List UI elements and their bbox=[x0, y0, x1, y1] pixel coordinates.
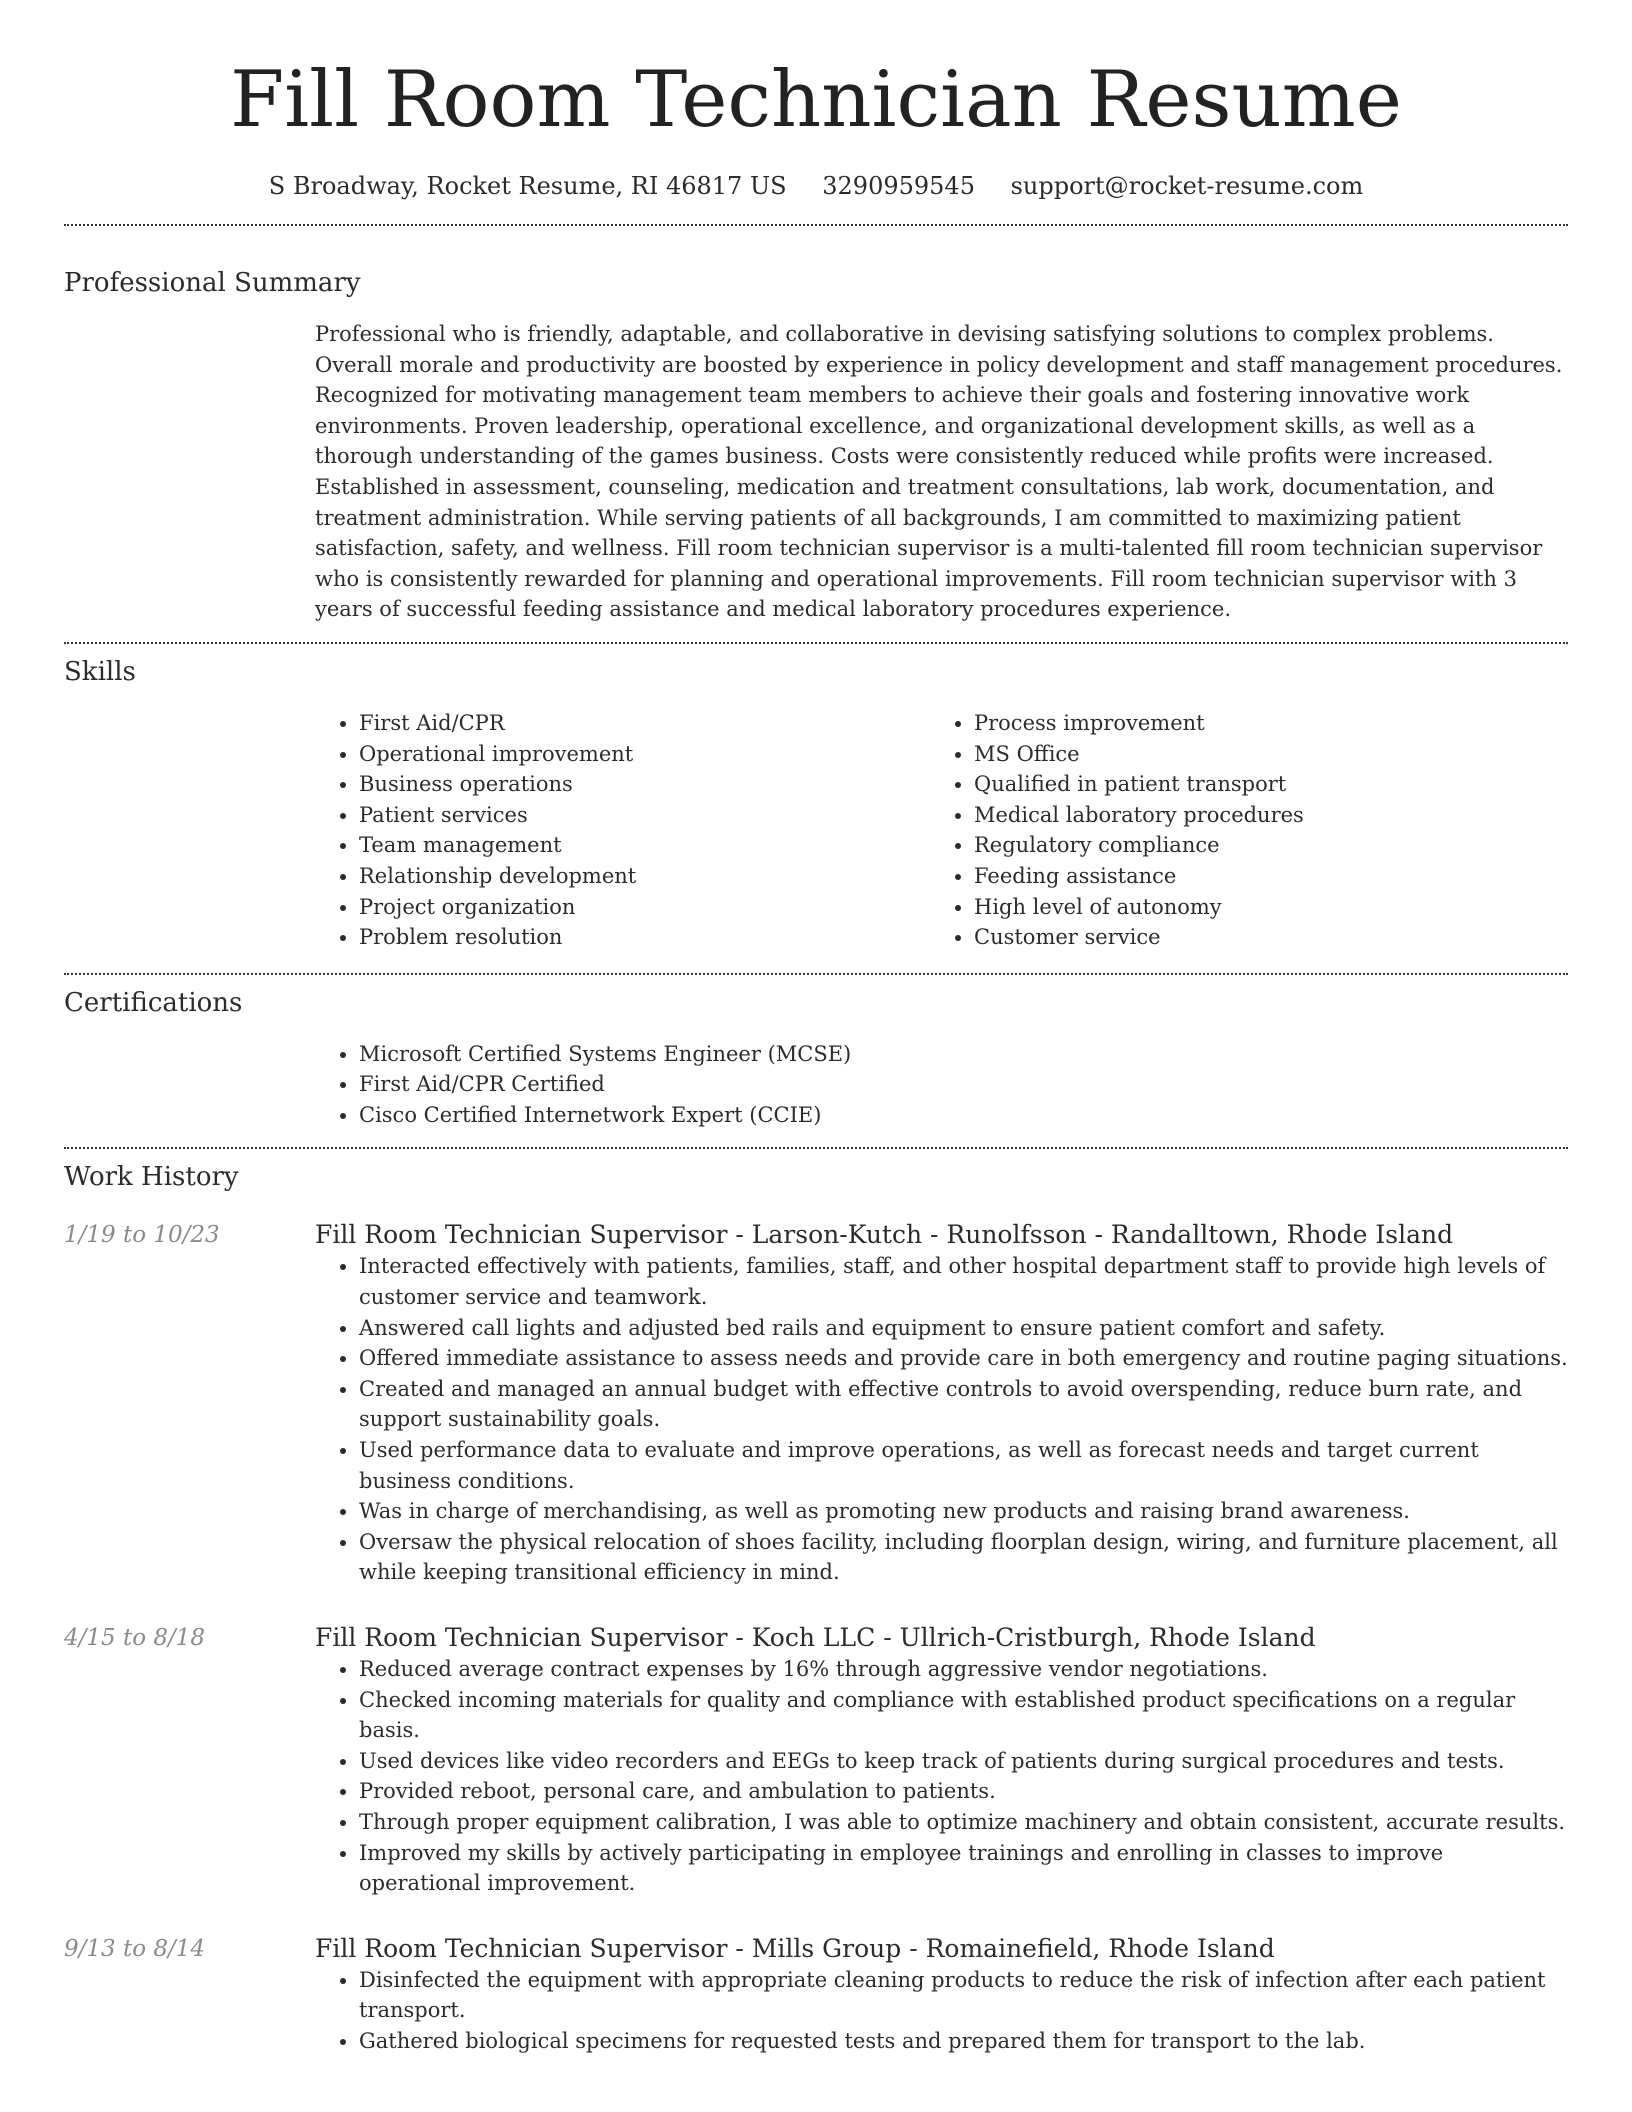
job-dates: 4/15 to 8/18 bbox=[64, 1625, 206, 1651]
job-bullet: • Created and managed an annual budget with effective controls to avoid overspending, reduce burn rate, and support sustainability goals. bbox=[359, 1374, 1568, 1435]
certifications-section bbox=[64, 987, 1568, 1131]
work-history-section bbox=[64, 1161, 1568, 2056]
job-title: Fill Room Technician Supervisor - Larson-Kutch - Runolfsson - Randalltown, Rhode Island bbox=[315, 1220, 1454, 1250]
skill-item: • Patient services bbox=[359, 800, 930, 831]
skill-item: • Relationship development bbox=[359, 861, 930, 892]
skill-item: • MS Office bbox=[974, 739, 1545, 770]
job-dates: 1/19 to 10/23 bbox=[64, 1222, 220, 1249]
skill-item: • Customer service bbox=[974, 922, 1545, 953]
skill-item: • Problem resolution bbox=[359, 922, 930, 953]
header-divider bbox=[64, 224, 1568, 226]
certification-item: • First Aid/CPR Certified bbox=[359, 1069, 1568, 1100]
job-bullet: • Improved my skills by actively participating in employee trainings and enrolling in classes to improve operational improvement. bbox=[359, 1838, 1568, 1899]
skill-item: • Process improvement bbox=[974, 708, 1545, 739]
job-entry bbox=[64, 1219, 1568, 1588]
contact-email: support@rocket-resume.com bbox=[1010, 172, 1364, 200]
job-bullet: • Reduced average contract expenses by 16% through aggressive vendor negotiations. bbox=[359, 1654, 1568, 1685]
job-bullet: • Was in charge of merchandising, as well as promoting new products and raising brand awareness. bbox=[359, 1496, 1568, 1527]
skill-item: • Team management bbox=[359, 830, 930, 861]
skill-item: • Project organization bbox=[359, 892, 930, 923]
skills-column-right bbox=[930, 708, 1545, 953]
skill-item: • Feeding assistance bbox=[974, 861, 1545, 892]
job-bullet: • Answered call lights and adjusted bed rails and equipment to ensure patient comfort and safety. bbox=[359, 1313, 1568, 1344]
contact-address: S Broadway, Rocket Resume, RI 46817 US bbox=[268, 172, 787, 200]
skills-heading: Skills bbox=[64, 656, 136, 687]
certifications-divider bbox=[64, 1147, 1568, 1149]
certifications-heading: Certifications bbox=[64, 987, 243, 1018]
summary-section bbox=[64, 267, 1568, 625]
skills-section bbox=[64, 656, 1568, 953]
resume-title: Fill Room Technician Resume bbox=[230, 55, 1402, 145]
job-bullet: • Used performance data to evaluate and improve operations, as well as forecast needs and target current business conditions. bbox=[359, 1435, 1568, 1496]
contact-line bbox=[64, 170, 1568, 202]
certification-item: • Cisco Certified Internetwork Expert (CCIE) bbox=[359, 1100, 1568, 1131]
resume-page bbox=[64, 0, 1568, 2057]
job-bullet: • Used devices like video recorders and EEGs to keep track of patients during surgical procedures and tests. bbox=[359, 1746, 1568, 1777]
skill-item: • Qualified in patient transport bbox=[974, 769, 1545, 800]
job-dates: 9/13 to 8/14 bbox=[64, 1935, 206, 1962]
skill-item: • Medical laboratory procedures bbox=[974, 800, 1545, 831]
job-bullet: • Interacted effectively with patients, families, staff, and other hospital department staff to provide high levels of customer service and teamwork. bbox=[359, 1251, 1568, 1312]
job-bullet: • Offered immediate assistance to assess needs and provide care in both emergency and routine paging situations. bbox=[359, 1343, 1568, 1374]
work-history-heading: Work History bbox=[64, 1162, 239, 1193]
job-bullet: • Provided reboot, personal care, and ambulation to patients. bbox=[359, 1776, 1568, 1807]
certification-item: • Microsoft Certified Systems Engineer (MCSE) bbox=[359, 1039, 1568, 1070]
summary-divider bbox=[64, 642, 1568, 644]
job-bullet: • Through proper equipment calibration, I was able to optimize machinery and obtain consistent, accurate results. bbox=[359, 1807, 1568, 1838]
job-entry bbox=[64, 1622, 1568, 1899]
job-entry bbox=[64, 1933, 1568, 2057]
job-title: Fill Room Technician Supervisor - Mills Group - Romainefield, Rhode Island bbox=[315, 1933, 1275, 1963]
contact-phone: 3290959545 bbox=[822, 172, 975, 200]
summary-heading: Professional Summary bbox=[64, 268, 361, 298]
skill-item: • Regulatory compliance bbox=[974, 830, 1545, 861]
job-bullet: • Gathered biological specimens for requested tests and prepared them for transport to the lab. bbox=[359, 2026, 1568, 2057]
skill-item: • Operational improvement bbox=[359, 739, 930, 770]
job-title: Fill Room Technician Supervisor - Koch LLC - Ullrich-Cristburgh, Rhode Island bbox=[315, 1623, 1316, 1652]
skills-column-left bbox=[315, 708, 930, 953]
summary-text: Professional who is friendly, adaptable, and collaborative in devising satisfying solutions to complex problems. Overall morale and productivity are boosted by experience in policy development and staff management procedures. Recognized for motivating management team members to achieve their goals and fostering innovative work environments. Proven leadership, operational excellence, and organizational development skills, as well as a thorough understanding of the games business. Costs were consistently reduced while profits were increased. Established in assessment, counseling, medication and treatment consultations, lab work, documentation, and treatment administration. While serving patients of all backgrounds, I am committed to maximizing patient satisfaction, safety, and wellness. Fill room technician supervisor is a multi-talented fill room technician supervisor who is consistently rewarded for planning and operational improvements. Fill room technician supervisor with 3 years of successful feeding assistance and medical laboratory procedures experience. bbox=[315, 322, 1563, 622]
job-bullet: • Disinfected the equipment with appropriate cleaning products to reduce the risk of infection after each patient transport. bbox=[359, 1965, 1568, 2026]
skills-divider bbox=[64, 973, 1568, 975]
skill-item: • Business operations bbox=[359, 769, 930, 800]
skill-item: • High level of autonomy bbox=[974, 892, 1545, 923]
job-bullet: • Checked incoming materials for quality and compliance with established product specifications on a regular basis. bbox=[359, 1685, 1568, 1746]
skill-item: • First Aid/CPR bbox=[359, 708, 930, 739]
job-bullet: • Oversaw the physical relocation of shoes facility, including floorplan design, wiring, and furniture placement, all while keeping transitional efficiency in mind. bbox=[359, 1527, 1568, 1588]
